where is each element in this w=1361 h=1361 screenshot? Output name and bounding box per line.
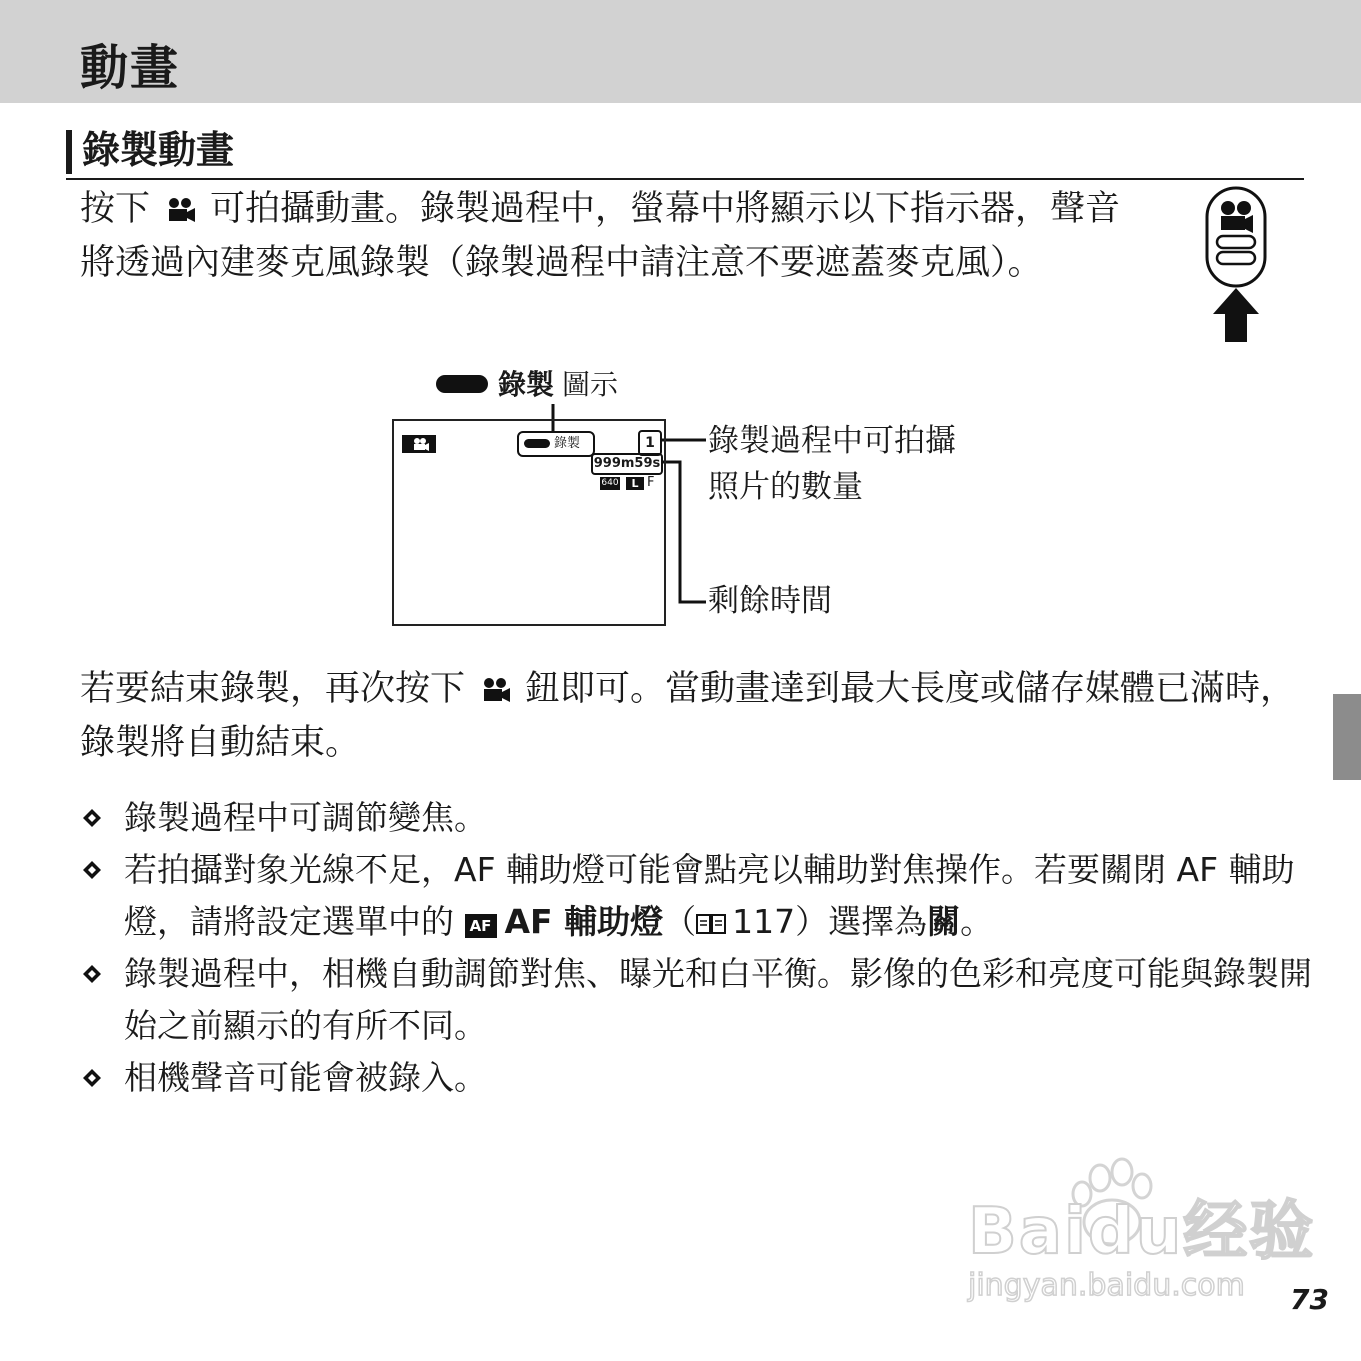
callout-frames-line2: 照片的數量 <box>708 469 863 505</box>
rec-label-bold: 錄製 <box>498 368 555 401</box>
note-bullet-icon <box>82 808 102 828</box>
lcd-rec-indicator <box>517 431 595 457</box>
movie-mode-icon <box>402 435 436 453</box>
note-bullet-icon <box>82 964 102 984</box>
af-menu-icon: AF <box>465 914 497 938</box>
lcd-screen <box>392 419 666 626</box>
note-text-mid: ）選擇為 <box>795 902 928 941</box>
lcd-fps: F <box>647 475 655 490</box>
intro-text-rest: 可拍攝動畫。錄製過程中，螢幕中將顯示以下指示器，聲音將透過內建麥克風錄製（錄製過程中請注意不要遮蓋麥克風）。 <box>80 189 1121 283</box>
af-assist-setting: AF 輔助燈 <box>504 902 664 941</box>
book-icon <box>696 913 726 935</box>
note-text-end: 。 <box>960 902 994 941</box>
end-text-rest: 鈕即可。當動畫達到最大長度或儲存媒體已滿時，錄製將自動結束。 <box>80 669 1296 763</box>
chapter-title: 動畫 <box>80 40 181 96</box>
lcd-frame-count: 1 <box>638 430 662 456</box>
note-text: 相機聲音可能會被錄入。 <box>124 1058 487 1097</box>
end-paragraph <box>80 662 1305 770</box>
page-reference: 117 <box>732 902 796 941</box>
page-number: 73 <box>1290 1283 1329 1316</box>
note-text: 錄製過程中可調節變焦。 <box>124 798 487 837</box>
rec-dot-icon <box>524 439 550 448</box>
lcd-rec-text: 錄製 <box>554 436 581 451</box>
list-item <box>80 948 1320 1052</box>
intro-text-start: 按下 <box>80 189 151 229</box>
note-text: 若拍攝對象光線不足，AF 輔助燈可能會點亮以輔助對焦操作。若要關閉 AF 輔助燈，請將設定選單中的 <box>124 850 1295 941</box>
watermark-url: jingyan.baidu.com <box>968 1268 1245 1303</box>
off-option: 關 <box>927 902 961 941</box>
notes-list <box>80 792 1320 1104</box>
lcd-quality: L <box>626 477 644 490</box>
list-item <box>80 792 1320 844</box>
list-item <box>80 844 1320 948</box>
section-title: 錄製動畫 <box>82 128 235 172</box>
list-item <box>80 1052 1320 1104</box>
movie-camera-icon <box>479 677 511 703</box>
rec-label-rest: 圖示 <box>562 368 619 401</box>
lcd-remaining-time: 999m59s <box>591 453 663 475</box>
end-text-start: 若要結束錄製，再次按下 <box>80 669 466 709</box>
note-text: 錄製過程中，相機自動調節對焦、曝光和白平衡。影像的色彩和亮度可能與錄製開始之前顯示的有所不同。 <box>124 954 1312 1045</box>
chapter-thumb-tab <box>1333 694 1361 780</box>
callout-frames <box>708 418 956 510</box>
note-bullet-icon <box>82 1068 102 1088</box>
callout-time: 剩餘時間 <box>708 583 832 619</box>
callout-frames-line1: 錄製過程中可拍攝 <box>708 423 956 459</box>
paren-open: （ <box>663 902 697 941</box>
watermark-brand: Baidu经验 <box>968 1195 1316 1269</box>
lcd-image-size: 640 <box>601 478 619 488</box>
note-bullet-icon <box>82 860 102 880</box>
